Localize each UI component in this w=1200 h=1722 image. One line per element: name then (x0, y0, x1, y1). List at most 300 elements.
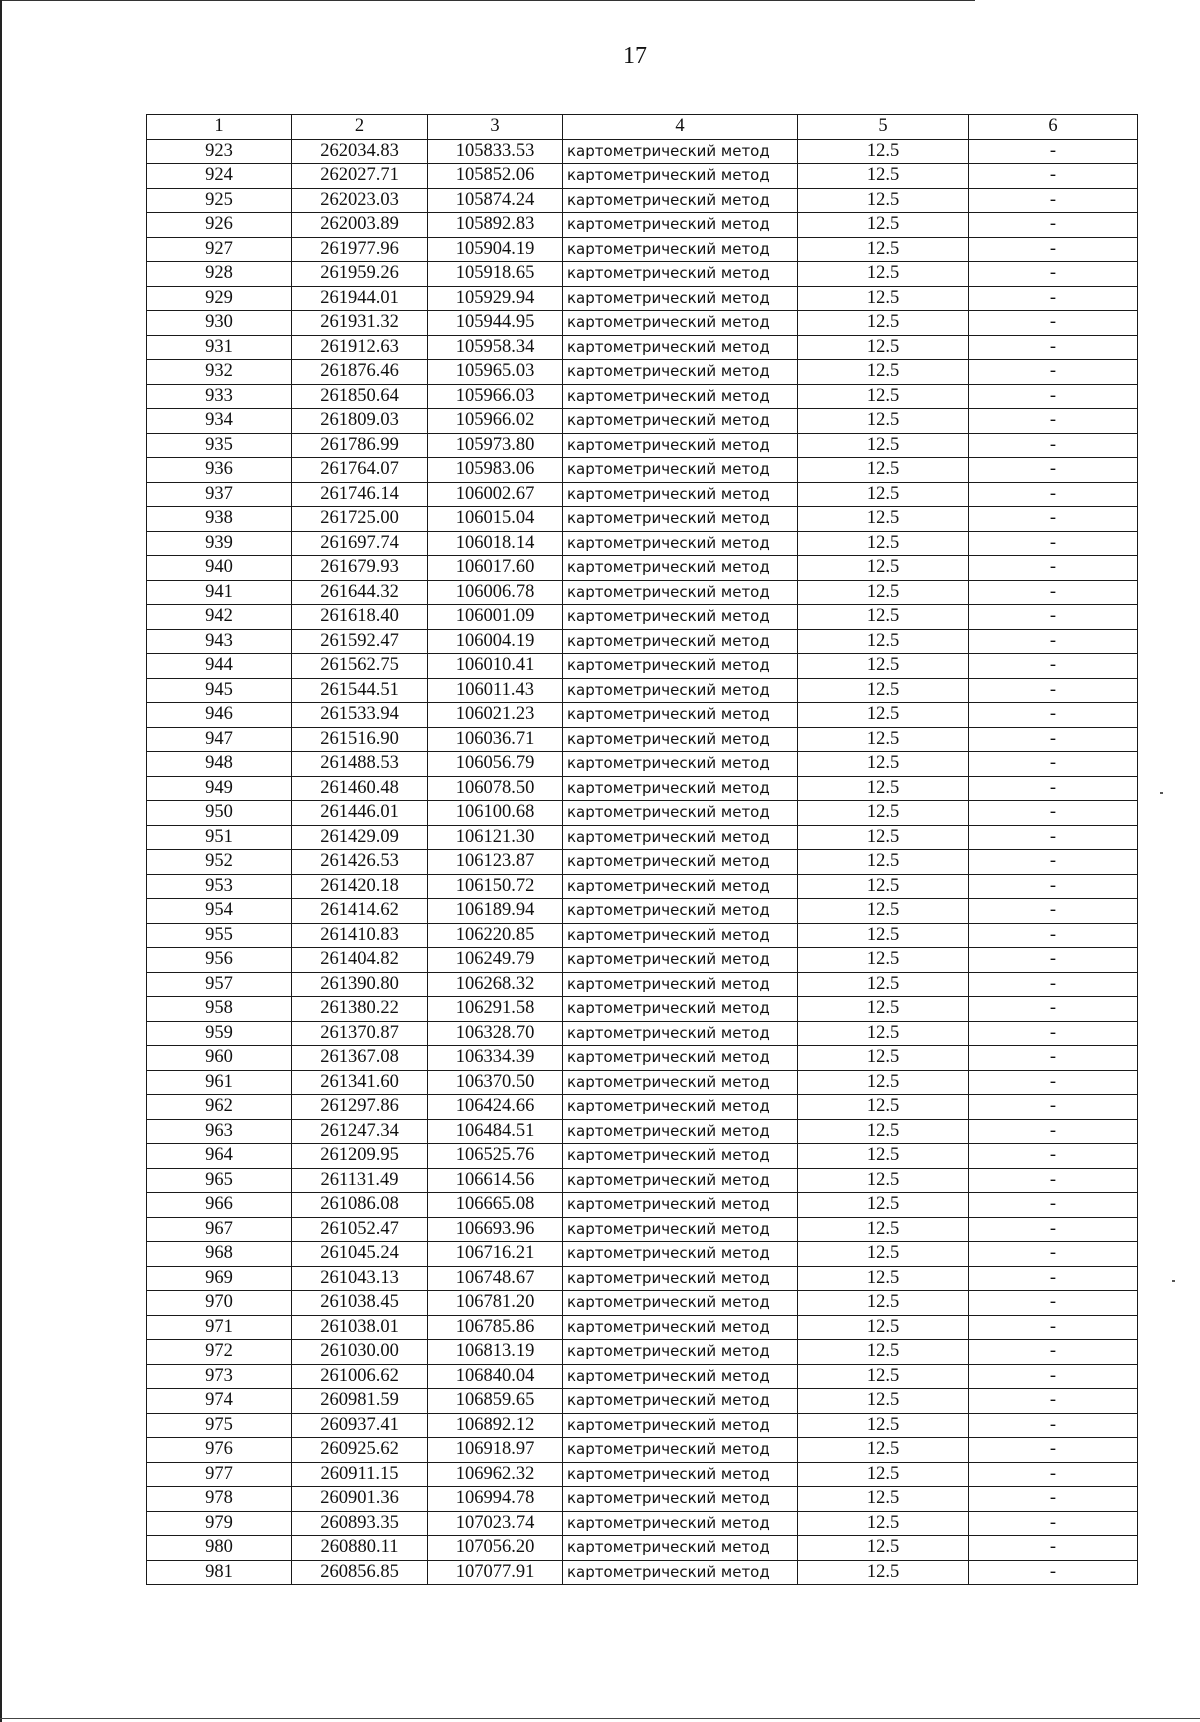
point-number-cell: 944 (147, 654, 292, 679)
table-row (147, 874, 1138, 899)
point-number-cell: 927 (147, 237, 292, 262)
x-coordinate-cell: 262027.71 (292, 164, 428, 189)
method-cell: картометрический метод (563, 433, 798, 458)
method-cell: картометрический метод (563, 605, 798, 630)
note-cell: - (969, 629, 1138, 654)
table-row (147, 1291, 1138, 1316)
table-row (147, 923, 1138, 948)
method-cell: картометрический метод (563, 1021, 798, 1046)
method-cell: картометрический метод (563, 997, 798, 1022)
column-header: 5 (798, 115, 969, 140)
method-cell: картометрический метод (563, 1487, 798, 1512)
method-cell: картометрический метод (563, 580, 798, 605)
point-number-cell: 980 (147, 1536, 292, 1561)
point-number-cell: 935 (147, 433, 292, 458)
method-cell: картометрический метод (563, 1168, 798, 1193)
point-number-cell: 950 (147, 801, 292, 826)
method-cell: картометрический метод (563, 1119, 798, 1144)
y-coordinate-cell: 105983.06 (428, 458, 563, 483)
y-coordinate-cell: 106525.76 (428, 1144, 563, 1169)
note-cell: - (969, 1315, 1138, 1340)
method-cell: картометрический метод (563, 752, 798, 777)
table-row (147, 482, 1138, 507)
method-cell: картометрический метод (563, 237, 798, 262)
method-cell: картометрический метод (563, 703, 798, 728)
y-coordinate-cell: 106962.32 (428, 1462, 563, 1487)
note-cell: - (969, 1144, 1138, 1169)
note-cell: - (969, 972, 1138, 997)
y-coordinate-cell: 106150.72 (428, 874, 563, 899)
accuracy-cell: 12.5 (798, 360, 969, 385)
note-cell: - (969, 311, 1138, 336)
accuracy-cell: 12.5 (798, 923, 969, 948)
table-row (147, 1144, 1138, 1169)
point-number-cell: 977 (147, 1462, 292, 1487)
accuracy-cell: 12.5 (798, 1095, 969, 1120)
x-coordinate-cell: 261725.00 (292, 507, 428, 532)
y-coordinate-cell: 106001.09 (428, 605, 563, 630)
method-cell: картометрический метод (563, 874, 798, 899)
y-coordinate-cell: 106370.50 (428, 1070, 563, 1095)
note-cell: - (969, 482, 1138, 507)
page-border-bottom (0, 1718, 1200, 1719)
x-coordinate-cell: 261414.62 (292, 899, 428, 924)
accuracy-cell: 12.5 (798, 1487, 969, 1512)
accuracy-cell: 12.5 (798, 213, 969, 238)
table-row (147, 188, 1138, 213)
method-cell: картометрический метод (563, 727, 798, 752)
point-number-cell: 965 (147, 1168, 292, 1193)
accuracy-cell: 12.5 (798, 752, 969, 777)
y-coordinate-cell: 105918.65 (428, 262, 563, 287)
accuracy-cell: 12.5 (798, 825, 969, 850)
accuracy-cell: 12.5 (798, 899, 969, 924)
x-coordinate-cell: 261697.74 (292, 531, 428, 556)
point-number-cell: 971 (147, 1315, 292, 1340)
x-coordinate-cell: 261420.18 (292, 874, 428, 899)
accuracy-cell: 12.5 (798, 335, 969, 360)
point-number-cell: 937 (147, 482, 292, 507)
x-coordinate-cell: 261052.47 (292, 1217, 428, 1242)
y-coordinate-cell: 105965.03 (428, 360, 563, 385)
note-cell: - (969, 1487, 1138, 1512)
point-number-cell: 946 (147, 703, 292, 728)
table-row (147, 1438, 1138, 1463)
accuracy-cell: 12.5 (798, 948, 969, 973)
y-coordinate-cell: 106004.19 (428, 629, 563, 654)
point-number-cell: 938 (147, 507, 292, 532)
y-coordinate-cell: 106015.04 (428, 507, 563, 532)
accuracy-cell: 12.5 (798, 1070, 969, 1095)
y-coordinate-cell: 106785.86 (428, 1315, 563, 1340)
x-coordinate-cell: 261131.49 (292, 1168, 428, 1193)
method-cell: картометрический метод (563, 776, 798, 801)
x-coordinate-cell: 261341.60 (292, 1070, 428, 1095)
accuracy-cell: 12.5 (798, 801, 969, 826)
method-cell: картометрический метод (563, 1095, 798, 1120)
y-coordinate-cell: 105892.83 (428, 213, 563, 238)
method-cell: картометрический метод (563, 507, 798, 532)
note-cell: - (969, 1046, 1138, 1071)
column-header: 2 (292, 115, 428, 140)
y-coordinate-cell: 106100.68 (428, 801, 563, 826)
note-cell: - (969, 1536, 1138, 1561)
y-coordinate-cell: 106665.08 (428, 1193, 563, 1218)
point-number-cell: 966 (147, 1193, 292, 1218)
x-coordinate-cell: 261404.82 (292, 948, 428, 973)
y-coordinate-cell: 106484.51 (428, 1119, 563, 1144)
y-coordinate-cell: 105966.02 (428, 409, 563, 434)
x-coordinate-cell: 261367.08 (292, 1046, 428, 1071)
method-cell: картометрический метод (563, 311, 798, 336)
method-cell: картометрический метод (563, 629, 798, 654)
y-coordinate-cell: 106036.71 (428, 727, 563, 752)
table-row (147, 1217, 1138, 1242)
y-coordinate-cell: 105944.95 (428, 311, 563, 336)
point-number-cell: 942 (147, 605, 292, 630)
table-row (147, 384, 1138, 409)
x-coordinate-cell: 261618.40 (292, 605, 428, 630)
method-cell: картометрический метод (563, 1511, 798, 1536)
x-coordinate-cell: 262023.03 (292, 188, 428, 213)
method-cell: картометрический метод (563, 458, 798, 483)
point-number-cell: 961 (147, 1070, 292, 1095)
x-coordinate-cell: 261247.34 (292, 1119, 428, 1144)
accuracy-cell: 12.5 (798, 409, 969, 434)
method-cell: картометрический метод (563, 1291, 798, 1316)
note-cell: - (969, 605, 1138, 630)
point-number-cell: 928 (147, 262, 292, 287)
point-number-cell: 945 (147, 678, 292, 703)
column-header: 1 (147, 115, 292, 140)
page-border-top (0, 0, 975, 1)
accuracy-cell: 12.5 (798, 1560, 969, 1585)
y-coordinate-cell: 106328.70 (428, 1021, 563, 1046)
table-row (147, 1070, 1138, 1095)
x-coordinate-cell: 260937.41 (292, 1413, 428, 1438)
method-cell: картометрический метод (563, 654, 798, 679)
page-number: 17 (623, 43, 647, 69)
y-coordinate-cell: 105833.53 (428, 139, 563, 164)
note-cell: - (969, 1438, 1138, 1463)
y-coordinate-cell: 105973.80 (428, 433, 563, 458)
note-cell: - (969, 531, 1138, 556)
accuracy-cell: 12.5 (798, 1021, 969, 1046)
accuracy-cell: 12.5 (798, 164, 969, 189)
column-header: 6 (969, 115, 1138, 140)
note-cell: - (969, 458, 1138, 483)
note-cell: - (969, 825, 1138, 850)
method-cell: картометрический метод (563, 678, 798, 703)
x-coordinate-cell: 261488.53 (292, 752, 428, 777)
point-number-cell: 979 (147, 1511, 292, 1536)
y-coordinate-cell: 105874.24 (428, 188, 563, 213)
y-coordinate-cell: 106123.87 (428, 850, 563, 875)
x-coordinate-cell: 261977.96 (292, 237, 428, 262)
y-coordinate-cell: 106693.96 (428, 1217, 563, 1242)
accuracy-cell: 12.5 (798, 1217, 969, 1242)
y-coordinate-cell: 106021.23 (428, 703, 563, 728)
point-number-cell: 929 (147, 286, 292, 311)
table-row (147, 899, 1138, 924)
method-cell: картометрический метод (563, 164, 798, 189)
table-row (147, 1266, 1138, 1291)
accuracy-cell: 12.5 (798, 433, 969, 458)
accuracy-cell: 12.5 (798, 1242, 969, 1267)
point-number-cell: 959 (147, 1021, 292, 1046)
note-cell: - (969, 164, 1138, 189)
x-coordinate-cell: 261850.64 (292, 384, 428, 409)
note-cell: - (969, 1560, 1138, 1585)
table-row (147, 1168, 1138, 1193)
x-coordinate-cell: 261006.62 (292, 1364, 428, 1389)
y-coordinate-cell: 107056.20 (428, 1536, 563, 1561)
method-cell: картометрический метод (563, 262, 798, 287)
note-cell: - (969, 1511, 1138, 1536)
table-row (147, 1315, 1138, 1340)
point-number-cell: 972 (147, 1340, 292, 1365)
x-coordinate-cell: 261592.47 (292, 629, 428, 654)
point-number-cell: 948 (147, 752, 292, 777)
point-number-cell: 931 (147, 335, 292, 360)
table-row (147, 360, 1138, 385)
x-coordinate-cell: 261533.94 (292, 703, 428, 728)
point-number-cell: 978 (147, 1487, 292, 1512)
y-coordinate-cell: 106017.60 (428, 556, 563, 581)
point-number-cell: 932 (147, 360, 292, 385)
accuracy-cell: 12.5 (798, 997, 969, 1022)
accuracy-cell: 12.5 (798, 703, 969, 728)
accuracy-cell: 12.5 (798, 531, 969, 556)
accuracy-cell: 12.5 (798, 556, 969, 581)
accuracy-cell: 12.5 (798, 1536, 969, 1561)
note-cell: - (969, 1119, 1138, 1144)
x-coordinate-cell: 261944.01 (292, 286, 428, 311)
table-row (147, 678, 1138, 703)
table-row (147, 801, 1138, 826)
y-coordinate-cell: 106424.66 (428, 1095, 563, 1120)
note-cell: - (969, 899, 1138, 924)
y-coordinate-cell: 105958.34 (428, 335, 563, 360)
point-number-cell: 952 (147, 850, 292, 875)
table-row (147, 1413, 1138, 1438)
note-cell: - (969, 1021, 1138, 1046)
accuracy-cell: 12.5 (798, 1315, 969, 1340)
note-cell: - (969, 262, 1138, 287)
x-coordinate-cell: 261410.83 (292, 923, 428, 948)
x-coordinate-cell: 261209.95 (292, 1144, 428, 1169)
method-cell: картометрический метод (563, 531, 798, 556)
note-cell: - (969, 654, 1138, 679)
x-coordinate-cell: 261746.14 (292, 482, 428, 507)
method-cell: картометрический метод (563, 948, 798, 973)
point-number-cell: 953 (147, 874, 292, 899)
table-row (147, 458, 1138, 483)
point-number-cell: 926 (147, 213, 292, 238)
y-coordinate-cell: 106840.04 (428, 1364, 563, 1389)
table-row (147, 433, 1138, 458)
accuracy-cell: 12.5 (798, 654, 969, 679)
page-border-left (0, 0, 2, 1722)
note-cell: - (969, 1070, 1138, 1095)
accuracy-cell: 12.5 (798, 458, 969, 483)
note-cell: - (969, 237, 1138, 262)
y-coordinate-cell: 106121.30 (428, 825, 563, 850)
column-header: 4 (563, 115, 798, 140)
note-cell: - (969, 703, 1138, 728)
accuracy-cell: 12.5 (798, 188, 969, 213)
x-coordinate-cell: 261562.75 (292, 654, 428, 679)
note-cell: - (969, 1413, 1138, 1438)
note-cell: - (969, 409, 1138, 434)
table-row (147, 703, 1138, 728)
accuracy-cell: 12.5 (798, 1462, 969, 1487)
y-coordinate-cell: 106078.50 (428, 776, 563, 801)
x-coordinate-cell: 260981.59 (292, 1389, 428, 1414)
x-coordinate-cell: 261038.45 (292, 1291, 428, 1316)
accuracy-cell: 12.5 (798, 507, 969, 532)
point-number-cell: 974 (147, 1389, 292, 1414)
point-number-cell: 963 (147, 1119, 292, 1144)
table-row (147, 654, 1138, 679)
method-cell: картометрический метод (563, 1389, 798, 1414)
x-coordinate-cell: 260880.11 (292, 1536, 428, 1561)
point-number-cell: 973 (147, 1364, 292, 1389)
table-row (147, 164, 1138, 189)
x-coordinate-cell: 261786.99 (292, 433, 428, 458)
point-number-cell: 968 (147, 1242, 292, 1267)
x-coordinate-cell: 262034.83 (292, 139, 428, 164)
y-coordinate-cell: 106291.58 (428, 997, 563, 1022)
accuracy-cell: 12.5 (798, 605, 969, 630)
y-coordinate-cell: 106918.97 (428, 1438, 563, 1463)
table-row (147, 1340, 1138, 1365)
y-coordinate-cell: 107023.74 (428, 1511, 563, 1536)
point-number-cell: 925 (147, 188, 292, 213)
table-row (147, 286, 1138, 311)
accuracy-cell: 12.5 (798, 262, 969, 287)
y-coordinate-cell: 107077.91 (428, 1560, 563, 1585)
x-coordinate-cell: 260911.15 (292, 1462, 428, 1487)
y-coordinate-cell: 106056.79 (428, 752, 563, 777)
note-cell: - (969, 139, 1138, 164)
point-number-cell: 964 (147, 1144, 292, 1169)
table-row (147, 1095, 1138, 1120)
note-cell: - (969, 678, 1138, 703)
accuracy-cell: 12.5 (798, 1511, 969, 1536)
x-coordinate-cell: 261038.01 (292, 1315, 428, 1340)
x-coordinate-cell: 261043.13 (292, 1266, 428, 1291)
method-cell: картометрический метод (563, 801, 798, 826)
x-coordinate-cell: 260856.85 (292, 1560, 428, 1585)
point-number-cell: 924 (147, 164, 292, 189)
point-number-cell: 941 (147, 580, 292, 605)
x-coordinate-cell: 260925.62 (292, 1438, 428, 1463)
note-cell: - (969, 433, 1138, 458)
table-row (147, 629, 1138, 654)
point-number-cell: 957 (147, 972, 292, 997)
y-coordinate-cell: 106813.19 (428, 1340, 563, 1365)
method-cell: картометрический метод (563, 923, 798, 948)
y-coordinate-cell: 106748.67 (428, 1266, 563, 1291)
y-coordinate-cell: 106189.94 (428, 899, 563, 924)
y-coordinate-cell: 106334.39 (428, 1046, 563, 1071)
y-coordinate-cell: 106011.43 (428, 678, 563, 703)
y-coordinate-cell: 106859.65 (428, 1389, 563, 1414)
method-cell: картометрический метод (563, 1340, 798, 1365)
x-coordinate-cell: 260901.36 (292, 1487, 428, 1512)
accuracy-cell: 12.5 (798, 237, 969, 262)
note-cell: - (969, 556, 1138, 581)
table-row (147, 556, 1138, 581)
point-number-cell: 951 (147, 825, 292, 850)
table-row (147, 580, 1138, 605)
note-cell: - (969, 1266, 1138, 1291)
note-cell: - (969, 384, 1138, 409)
note-cell: - (969, 1095, 1138, 1120)
method-cell: картометрический метод (563, 1046, 798, 1071)
method-cell: картометрический метод (563, 1364, 798, 1389)
x-coordinate-cell: 261086.08 (292, 1193, 428, 1218)
x-coordinate-cell: 261390.80 (292, 972, 428, 997)
x-coordinate-cell: 261429.09 (292, 825, 428, 850)
point-number-cell: 981 (147, 1560, 292, 1585)
x-coordinate-cell: 261679.93 (292, 556, 428, 581)
point-number-cell: 943 (147, 629, 292, 654)
y-coordinate-cell: 106716.21 (428, 1242, 563, 1267)
accuracy-cell: 12.5 (798, 1046, 969, 1071)
note-cell: - (969, 1364, 1138, 1389)
method-cell: картометрический метод (563, 556, 798, 581)
table-row (147, 1046, 1138, 1071)
y-coordinate-cell: 106781.20 (428, 1291, 563, 1316)
note-cell: - (969, 507, 1138, 532)
point-number-cell: 933 (147, 384, 292, 409)
x-coordinate-cell: 261030.00 (292, 1340, 428, 1365)
note-cell: - (969, 874, 1138, 899)
y-coordinate-cell: 106268.32 (428, 972, 563, 997)
note-cell: - (969, 1340, 1138, 1365)
point-number-cell: 930 (147, 311, 292, 336)
method-cell: картометрический метод (563, 213, 798, 238)
method-cell: картометрический метод (563, 335, 798, 360)
point-number-cell: 967 (147, 1217, 292, 1242)
method-cell: картометрический метод (563, 409, 798, 434)
accuracy-cell: 12.5 (798, 1413, 969, 1438)
note-cell: - (969, 948, 1138, 973)
point-number-cell: 970 (147, 1291, 292, 1316)
x-coordinate-cell: 261764.07 (292, 458, 428, 483)
table-row (147, 507, 1138, 532)
x-coordinate-cell: 261544.51 (292, 678, 428, 703)
y-coordinate-cell: 106018.14 (428, 531, 563, 556)
note-cell: - (969, 1291, 1138, 1316)
method-cell: картометрический метод (563, 899, 798, 924)
note-cell: - (969, 1462, 1138, 1487)
x-coordinate-cell: 261516.90 (292, 727, 428, 752)
method-cell: картометрический метод (563, 1193, 798, 1218)
note-cell: - (969, 850, 1138, 875)
accuracy-cell: 12.5 (798, 1168, 969, 1193)
table-header-row (147, 115, 1138, 140)
accuracy-cell: 12.5 (798, 1291, 969, 1316)
note-cell: - (969, 801, 1138, 826)
accuracy-cell: 12.5 (798, 139, 969, 164)
x-coordinate-cell: 261380.22 (292, 997, 428, 1022)
table-row (147, 1462, 1138, 1487)
table-row (147, 335, 1138, 360)
y-coordinate-cell: 105929.94 (428, 286, 563, 311)
